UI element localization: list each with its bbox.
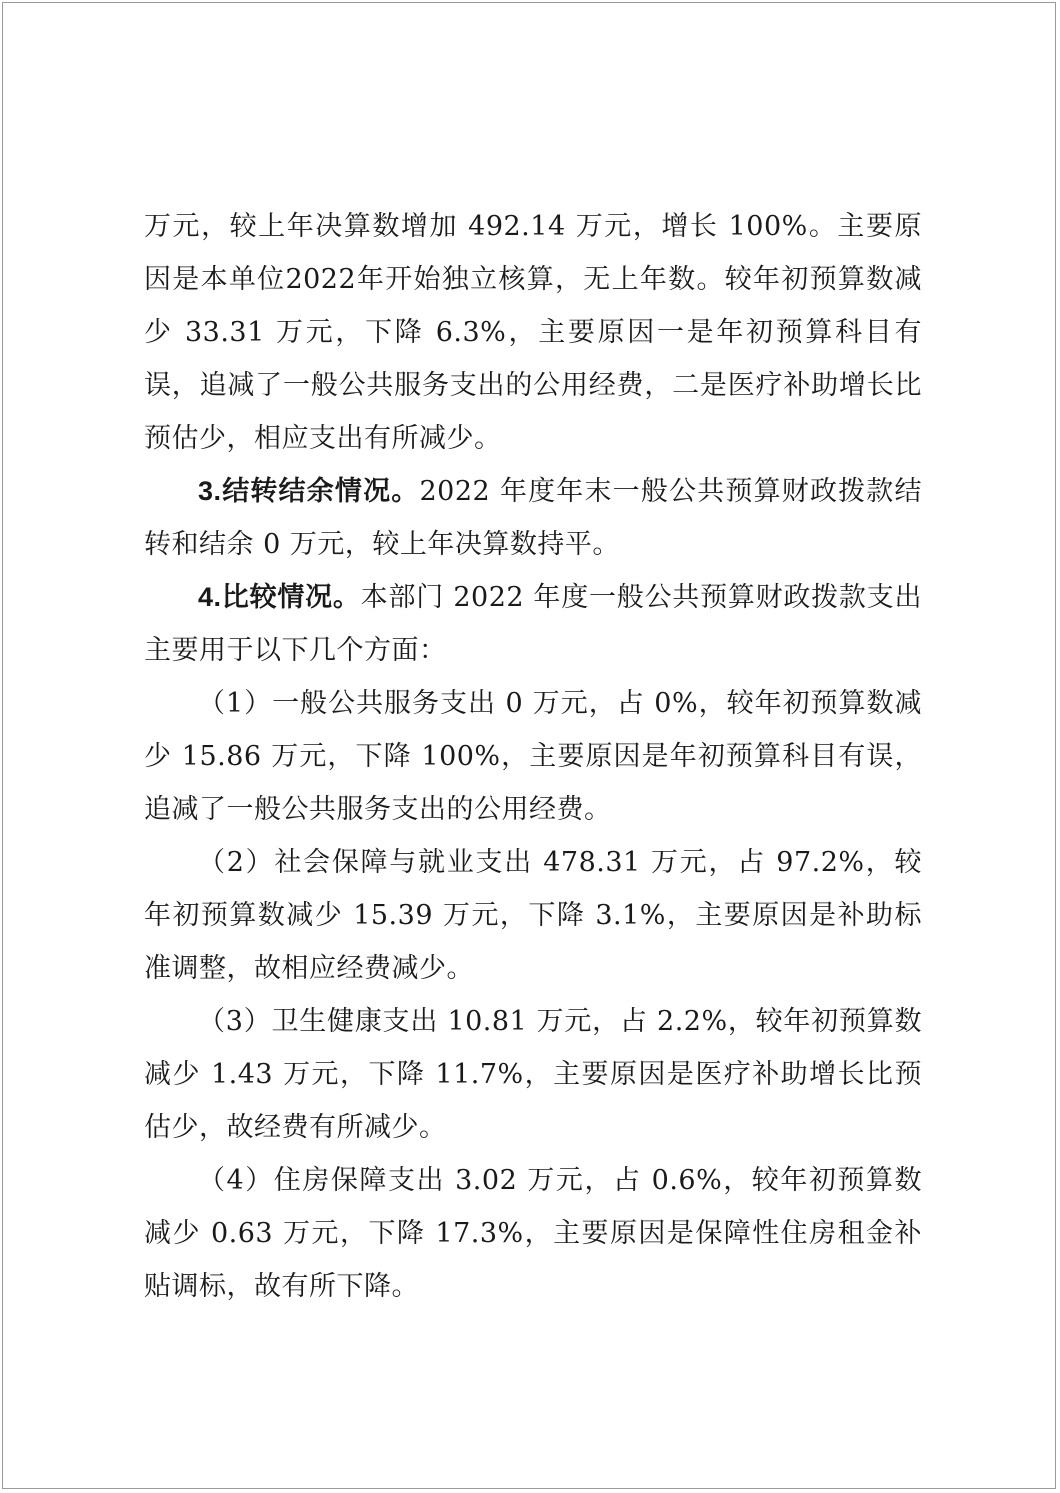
paragraph-general-public-services: （1）一般公共服务支出 0 万元，占 0%，较年初预算数减少 15.86 万元，下降 100%，主要原因是年初预算科目有误，追减了一般公共服务支出的公用经费。 [144,688,922,825]
paragraph-budget-comparison: 万元，较上年决算数增加 492.14 万元，增长 100%。主要原因是本单位2022年开始独立核算，无上年数。较年初预算数减少 33.31 万元，下降 6.3%，主要原因一是年初预算科目有误，追减了一般公共服务支出的公用经费，二是医疗补助增长比预估少，相应支出有所减少。 [144,211,922,454]
paragraph-carryover [144,465,922,571]
comparison-text: 本部门 2022 年度一般公共预算财政拨款支出主要用于以下几个方面： [144,582,922,666]
document-body [144,200,922,1313]
carryover-text: 2022 年度年末一般公共预算财政拨款结转和结余 0 万元，较上年决算数持平。 [144,476,922,560]
heading-carryover: 3.结转结余情况。 [198,476,420,506]
document-page [2,2,1056,1489]
paragraph-social-security: （2）社会保障与就业支出 478.31 万元，占 97.2%，较年初预算数减少 15.39 万元，下降 3.1%，主要原因是补助标准调整，故相应经费减少。 [144,847,922,984]
paragraph-housing: （4）住房保障支出 3.02 万元，占 0.6%，较年初预算数减少 0.63 万元，下降 17.3%，主要原因是保障性住房租金补贴调标，故有所下降。 [144,1165,922,1302]
paragraph-health: （3）卫生健康支出 10.81 万元，占 2.2%，较年初预算数减少 1.43 万元，下降 11.7%，主要原因是医疗补助增长比预估少，故经费有所减少。 [144,1006,922,1143]
heading-comparison: 4.比较情况。 [198,582,361,612]
paragraph-comparison [144,571,922,677]
